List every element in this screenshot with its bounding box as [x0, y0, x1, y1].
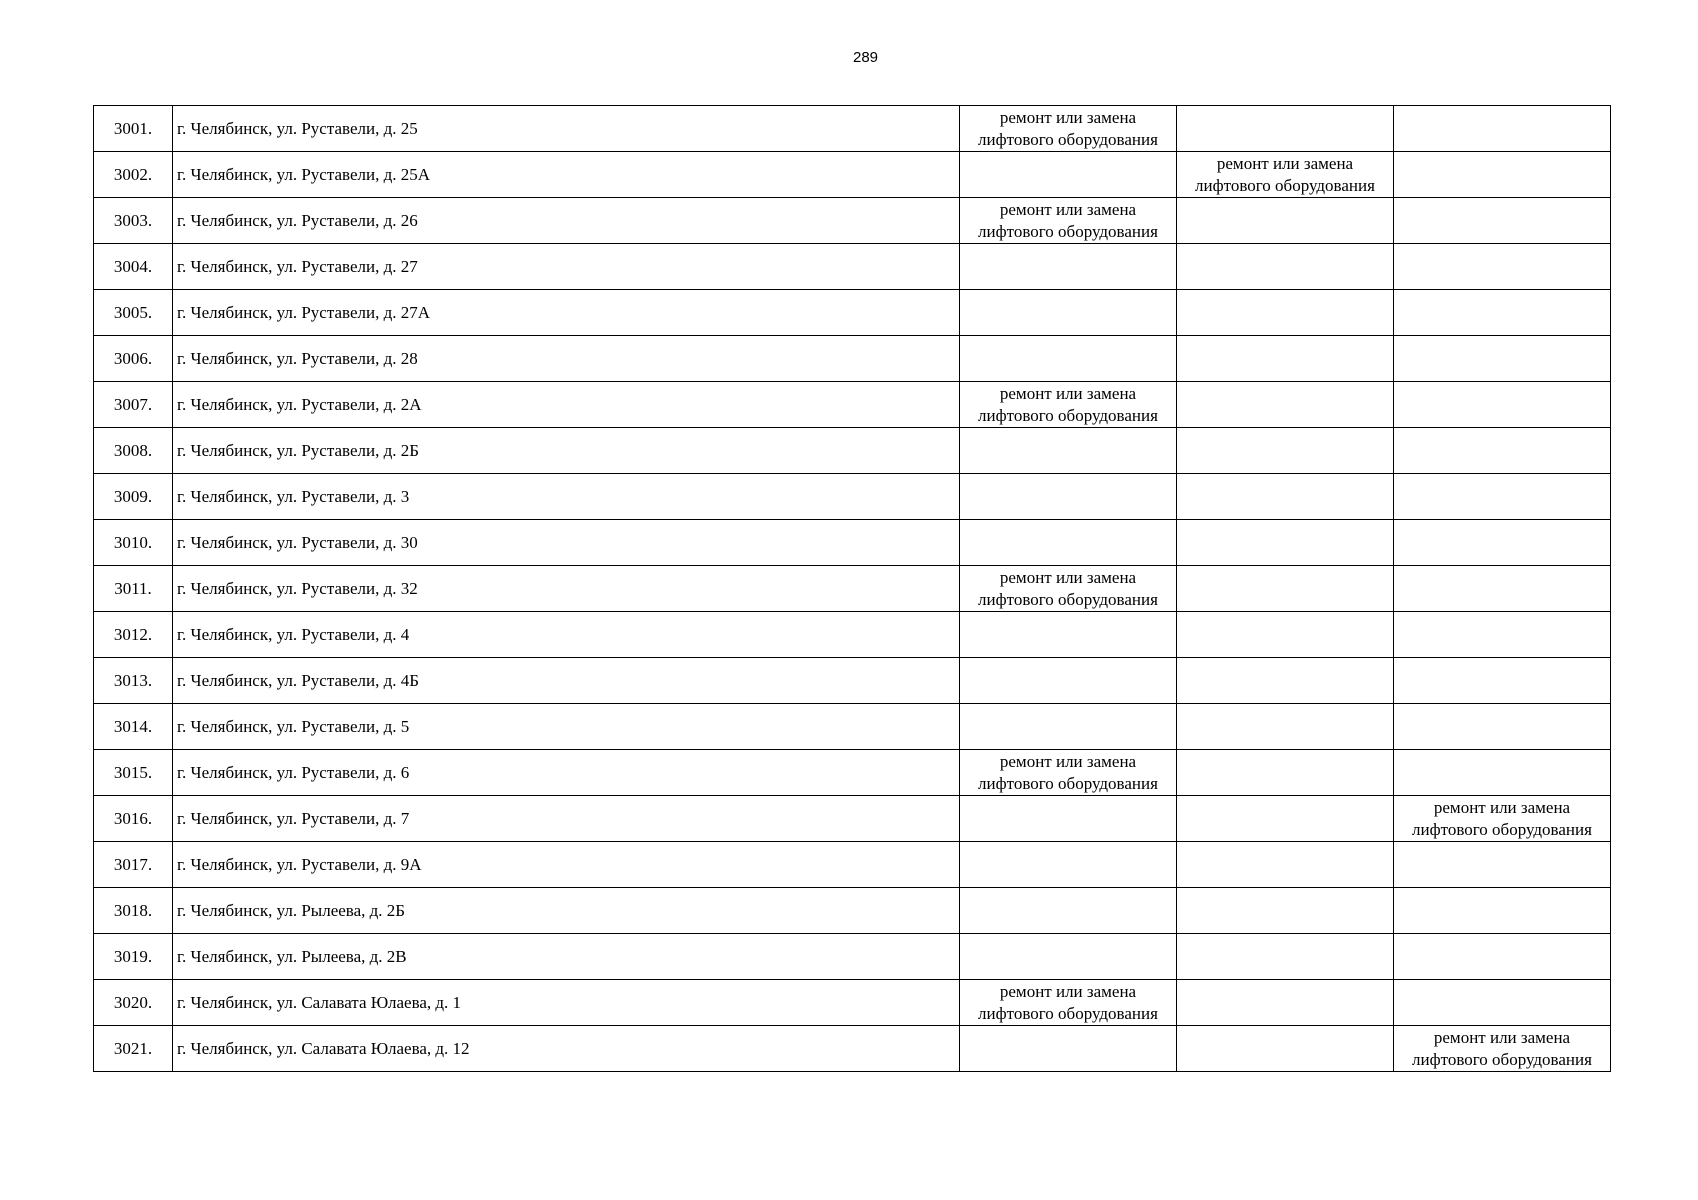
page-number: 289 — [852, 49, 879, 66]
work-cell-period-2 — [1177, 152, 1394, 198]
work-cell-period-1 — [960, 842, 1177, 888]
table-row — [94, 244, 1611, 290]
work-cell-period-1 — [960, 888, 1177, 934]
address-cell: г. Челябинск, ул. Салавата Юлаева, д. 12 — [173, 1026, 960, 1072]
work-cell-period-2 — [1177, 888, 1394, 934]
row-number: 3010. — [94, 520, 173, 566]
work-cell-period-2 — [1177, 934, 1394, 980]
work-cell-period-3 — [1394, 704, 1611, 750]
table-row — [94, 520, 1611, 566]
work-type-text: ремонт или замена лифтового оборудования — [1412, 1027, 1592, 1069]
row-number: 3018. — [94, 888, 173, 934]
table-row — [94, 382, 1611, 428]
work-cell-period-3 — [1394, 290, 1611, 336]
row-number: 3019. — [94, 934, 173, 980]
work-cell-period-1 — [960, 198, 1177, 244]
row-number: 3017. — [94, 842, 173, 888]
row-number: 3005. — [94, 290, 173, 336]
table-row — [94, 290, 1611, 336]
work-cell-period-3 — [1394, 1026, 1611, 1072]
work-cell-period-2 — [1177, 980, 1394, 1026]
row-number: 3002. — [94, 152, 173, 198]
row-number: 3008. — [94, 428, 173, 474]
work-type-text: ремонт или замена лифтового оборудования — [978, 981, 1158, 1023]
row-number: 3004. — [94, 244, 173, 290]
work-cell-period-2 — [1177, 612, 1394, 658]
row-number: 3015. — [94, 750, 173, 796]
table-row — [94, 980, 1611, 1026]
table-row — [94, 336, 1611, 382]
work-type-text: ремонт или замена лифтового оборудования — [978, 107, 1158, 149]
work-cell-period-2 — [1177, 796, 1394, 842]
work-cell-period-1 — [960, 934, 1177, 980]
work-cell-period-2 — [1177, 244, 1394, 290]
row-number: 3009. — [94, 474, 173, 520]
work-cell-period-3 — [1394, 428, 1611, 474]
table-row — [94, 566, 1611, 612]
work-cell-period-1 — [960, 520, 1177, 566]
work-cell-period-2 — [1177, 842, 1394, 888]
work-cell-period-3 — [1394, 612, 1611, 658]
row-number: 3020. — [94, 980, 173, 1026]
work-cell-period-3 — [1394, 566, 1611, 612]
work-cell-period-2 — [1177, 198, 1394, 244]
address-cell: г. Челябинск, ул. Руставели, д. 25 — [173, 106, 960, 152]
work-cell-period-1 — [960, 474, 1177, 520]
work-cell-period-3 — [1394, 244, 1611, 290]
work-cell-period-3 — [1394, 888, 1611, 934]
work-type-text: ремонт или замена лифтового оборудования — [978, 567, 1158, 609]
work-cell-period-1 — [960, 566, 1177, 612]
address-cell: г. Челябинск, ул. Руставели, д. 9А — [173, 842, 960, 888]
work-cell-period-1 — [960, 152, 1177, 198]
address-cell: г. Челябинск, ул. Рылеева, д. 2Б — [173, 888, 960, 934]
work-type-text: ремонт или замена лифтового оборудования — [1195, 153, 1375, 195]
work-cell-period-1 — [960, 428, 1177, 474]
work-cell-period-3 — [1394, 842, 1611, 888]
work-cell-period-2 — [1177, 428, 1394, 474]
table-row — [94, 612, 1611, 658]
table-row — [94, 474, 1611, 520]
address-cell: г. Челябинск, ул. Руставели, д. 5 — [173, 704, 960, 750]
row-number: 3001. — [94, 106, 173, 152]
work-type-text: ремонт или замена лифтового оборудования — [978, 751, 1158, 793]
address-table — [93, 105, 1611, 1072]
address-cell: г. Челябинск, ул. Руставели, д. 28 — [173, 336, 960, 382]
table-row — [94, 750, 1611, 796]
row-number: 3014. — [94, 704, 173, 750]
address-cell: г. Челябинск, ул. Салавата Юлаева, д. 1 — [173, 980, 960, 1026]
work-cell-period-1 — [960, 244, 1177, 290]
address-cell: г. Челябинск, ул. Руставели, д. 32 — [173, 566, 960, 612]
table-row — [94, 934, 1611, 980]
work-cell-period-1 — [960, 336, 1177, 382]
row-number: 3021. — [94, 1026, 173, 1072]
row-number: 3012. — [94, 612, 173, 658]
row-number: 3006. — [94, 336, 173, 382]
address-cell: г. Челябинск, ул. Руставели, д. 6 — [173, 750, 960, 796]
work-cell-period-3 — [1394, 658, 1611, 704]
work-cell-period-3 — [1394, 520, 1611, 566]
work-cell-period-1 — [960, 704, 1177, 750]
work-cell-period-3 — [1394, 980, 1611, 1026]
row-number: 3007. — [94, 382, 173, 428]
work-cell-period-1 — [960, 290, 1177, 336]
work-cell-period-1 — [960, 796, 1177, 842]
work-cell-period-2 — [1177, 750, 1394, 796]
work-cell-period-3 — [1394, 336, 1611, 382]
work-cell-period-1 — [960, 658, 1177, 704]
row-number: 3003. — [94, 198, 173, 244]
work-cell-period-3 — [1394, 382, 1611, 428]
work-cell-period-1 — [960, 980, 1177, 1026]
work-cell-period-1 — [960, 1026, 1177, 1072]
work-cell-period-1 — [960, 382, 1177, 428]
work-cell-period-2 — [1177, 382, 1394, 428]
work-cell-period-2 — [1177, 336, 1394, 382]
address-cell: г. Челябинск, ул. Руставели, д. 4 — [173, 612, 960, 658]
row-number: 3016. — [94, 796, 173, 842]
table-row — [94, 106, 1611, 152]
address-cell: г. Челябинск, ул. Руставели, д. 4Б — [173, 658, 960, 704]
table-row — [94, 1026, 1611, 1072]
work-cell-period-2 — [1177, 106, 1394, 152]
row-number: 3013. — [94, 658, 173, 704]
table-body — [94, 106, 1611, 1072]
work-cell-period-1 — [960, 750, 1177, 796]
table-row — [94, 198, 1611, 244]
table-row — [94, 888, 1611, 934]
work-cell-period-3 — [1394, 796, 1611, 842]
work-cell-period-2 — [1177, 474, 1394, 520]
table-row — [94, 842, 1611, 888]
work-cell-period-1 — [960, 106, 1177, 152]
work-cell-period-2 — [1177, 520, 1394, 566]
work-cell-period-3 — [1394, 106, 1611, 152]
table-row — [94, 704, 1611, 750]
table-row — [94, 152, 1611, 198]
address-cell: г. Челябинск, ул. Рылеева, д. 2В — [173, 934, 960, 980]
work-cell-period-3 — [1394, 152, 1611, 198]
address-cell: г. Челябинск, ул. Руставели, д. 3 — [173, 474, 960, 520]
work-cell-period-3 — [1394, 934, 1611, 980]
work-cell-period-2 — [1177, 658, 1394, 704]
work-cell-period-2 — [1177, 566, 1394, 612]
work-cell-period-2 — [1177, 1026, 1394, 1072]
address-cell: г. Челябинск, ул. Руставели, д. 27 — [173, 244, 960, 290]
work-cell-period-1 — [960, 612, 1177, 658]
address-cell: г. Челябинск, ул. Руставели, д. 25А — [173, 152, 960, 198]
address-cell: г. Челябинск, ул. Руставели, д. 2А — [173, 382, 960, 428]
row-number: 3011. — [94, 566, 173, 612]
work-cell-period-2 — [1177, 290, 1394, 336]
work-cell-period-3 — [1394, 750, 1611, 796]
address-cell: г. Челябинск, ул. Руставели, д. 7 — [173, 796, 960, 842]
work-type-text: ремонт или замена лифтового оборудования — [1412, 797, 1592, 839]
address-cell: г. Челябинск, ул. Руставели, д. 27А — [173, 290, 960, 336]
address-cell: г. Челябинск, ул. Руставели, д. 30 — [173, 520, 960, 566]
work-cell-period-3 — [1394, 198, 1611, 244]
work-type-text: ремонт или замена лифтового оборудования — [978, 383, 1158, 425]
address-cell: г. Челябинск, ул. Руставели, д. 26 — [173, 198, 960, 244]
address-cell: г. Челябинск, ул. Руставели, д. 2Б — [173, 428, 960, 474]
table-row — [94, 796, 1611, 842]
work-cell-period-2 — [1177, 704, 1394, 750]
work-type-text: ремонт или замена лифтового оборудования — [978, 199, 1158, 241]
table-row — [94, 658, 1611, 704]
work-cell-period-3 — [1394, 474, 1611, 520]
table-row — [94, 428, 1611, 474]
